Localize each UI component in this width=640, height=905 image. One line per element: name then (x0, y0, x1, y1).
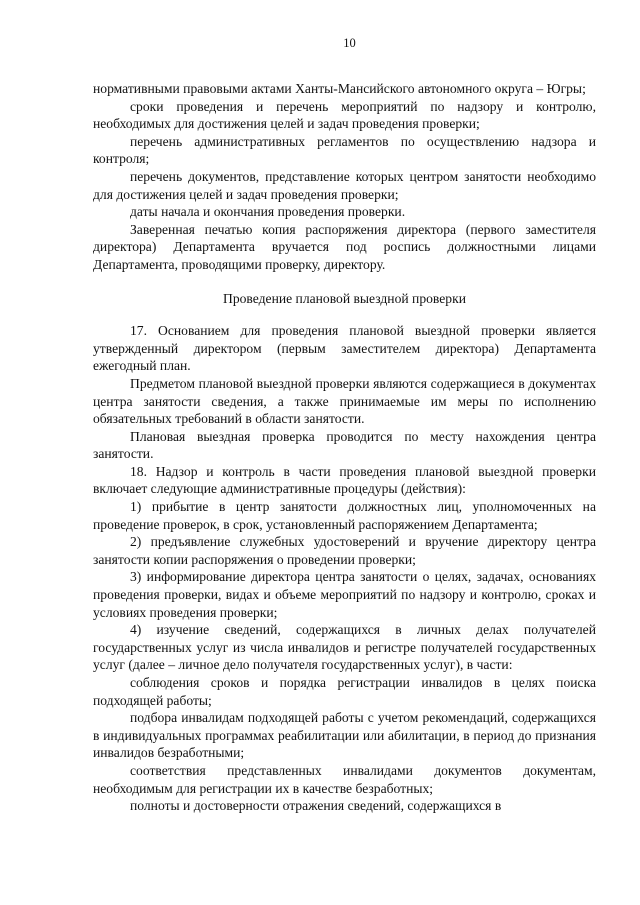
paragraph: даты начала и окончания проведения проверки. (130, 204, 406, 220)
paragraph: подбора инвалидам подходящей работы с учетом рекомендаций, содержащихся в индивидуальных программах реабилитации или абилитации, в период до признания инвалидов безработными; (93, 710, 596, 761)
paragraph: сроки проведения и перечень мероприятий по надзору и контролю, необходимых для достижения целей и задач проведения проверки; (93, 98, 596, 132)
paragraph: 2) предъявление служебных удостоверений и вручение директору центра занятости копии распоряжения о проведении проверки; (93, 534, 596, 567)
paragraph: 1) прибытие в центр занятости должностных лиц, уполномоченных на проведение проверок, в срок, установленный распоряжением Департамента; (93, 499, 596, 532)
paragraph: соответствия представленных инвалидами документов документам, необходимым для регистрации их в качестве безработных; (93, 762, 596, 796)
paragraph: 3) информирование директора центра занятости о целях, задачах, основаниях проведения проверки, видах и объеме мероприятий по надзору и контролю, сроках и условиях проведения проверки; (93, 569, 596, 620)
paragraph: соблюдения сроков и порядка регистрации инвалидов в целях поиска подходящей работы; (93, 675, 596, 708)
paragraph: 17. Основанием для проведения плановой выездной проверки является утвержденный директором (первым заместителем директора) Департамента ежегодный план. (93, 323, 596, 374)
paragraph: 4) изучение сведений, содержащихся в личных делах получателей государственных услуг из числа инвалидов и регистре получателей государственных услуг (далее – личное дело получателя государственных услуг), в части: (93, 622, 596, 673)
page-number: 10 (343, 36, 356, 50)
paragraph: нормативными правовыми актами Ханты-Мансийского автономного округа – Югры; (93, 81, 586, 96)
paragraph: перечень документов, представление которых центром занятости необходимо для достижения целей и задач проведения проверки; (93, 168, 596, 202)
paragraph: перечень административных регламентов по осуществлению надзора и контроля; (93, 133, 596, 167)
document-body (93, 80, 596, 815)
paragraph: Плановая выездная проверка проводится по месту нахождения центра занятости. (93, 428, 596, 462)
paragraph: 18. Надзор и контроль в части проведения плановой выездной проверки включает следующие административные процедуры (действия): (93, 463, 596, 497)
paragraph: Предметом плановой выездной проверки являются содержащиеся в документах центра занятости сведения, а также принимаемые им меры по исполнению обязательных требований в области занятости. (93, 375, 596, 427)
paragraph: полноты и достоверности отражения сведений, содержащихся в (130, 798, 502, 814)
paragraph: Заверенная печатью копия распоряжения директора (первого заместителя директора) Департамента вручается под роспись должностными лицами Департамента, проводящими проверку, директору. (93, 221, 596, 272)
section-heading: Проведение плановой выездной проверки (223, 290, 466, 306)
